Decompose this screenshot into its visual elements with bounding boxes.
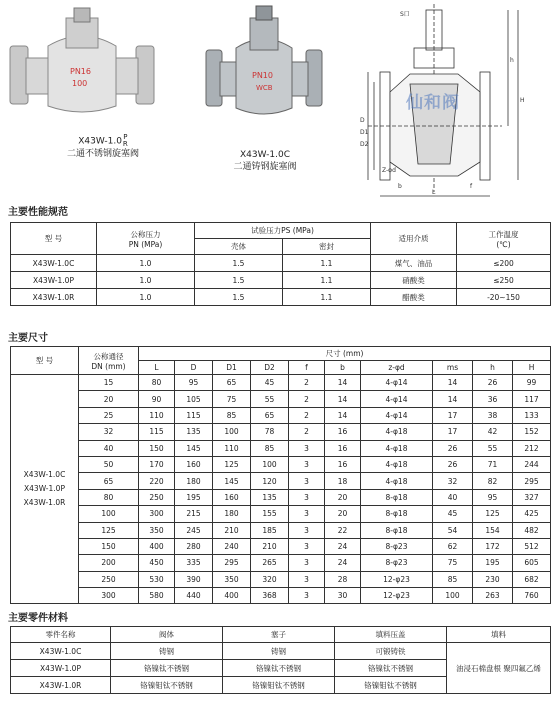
- table-cell: 105: [175, 391, 213, 407]
- dims-col-header: D1: [213, 361, 251, 375]
- table-cell: 390: [175, 571, 213, 587]
- drawing-label-l: L: [432, 189, 436, 196]
- table-cell: 100: [213, 424, 251, 440]
- table-cell: 440: [175, 588, 213, 604]
- perf-h-temp: 工作温度 (℃): [457, 223, 551, 255]
- stainless-valve-photo: [8, 6, 158, 124]
- table-cell: 265: [251, 555, 289, 571]
- perf-h-test: 试验压力PS (MPa): [195, 223, 371, 239]
- table-row: [11, 473, 551, 489]
- table-cell: 8-φ23: [361, 538, 433, 554]
- table-cell: 530: [139, 571, 175, 587]
- perf-h-medium: 适用介质: [371, 223, 457, 255]
- table-cell: 110: [213, 440, 251, 456]
- table-cell: 99: [513, 375, 551, 391]
- table-cell: 20: [79, 391, 139, 407]
- table-cell: 8-φ18: [361, 506, 433, 522]
- table-cell: 120: [251, 473, 289, 489]
- table-cell: 38: [473, 407, 513, 423]
- table-cell: X43W-1.0P: [11, 660, 111, 677]
- drawing-label-d: D: [360, 117, 365, 124]
- table-cell: 125: [473, 506, 513, 522]
- table-cell: 1.0: [97, 289, 195, 306]
- table-cell: 42: [473, 424, 513, 440]
- table-cell: 45: [251, 375, 289, 391]
- materials-section-title: 主要零件材料: [8, 613, 68, 624]
- model-name: X43W-1.0P: [24, 484, 65, 494]
- table-cell: 硝酸类: [371, 272, 457, 289]
- perf-h-pn: 公称压力 PN (MPa): [97, 223, 195, 255]
- table-cell: 200: [79, 555, 139, 571]
- table-cell: 250: [79, 571, 139, 587]
- product-caption-cast: [195, 149, 335, 173]
- table-cell: 4-φ14: [361, 391, 433, 407]
- table-cell: 95: [473, 489, 513, 505]
- table-cell: 3: [289, 473, 325, 489]
- table-cell: 65: [213, 375, 251, 391]
- table-row: [11, 489, 551, 505]
- table-cell: 150: [79, 538, 139, 554]
- table-cell: 82: [473, 473, 513, 489]
- svg-text:PN10: PN10: [252, 71, 273, 80]
- dims-col-header: ms: [433, 361, 473, 375]
- table-cell: 300: [79, 588, 139, 604]
- table-row: [11, 375, 551, 391]
- table-cell: 醋酸类: [371, 289, 457, 306]
- table-cell: 铬镍钼钛不锈钢: [335, 677, 447, 694]
- table-cell: 350: [139, 522, 175, 538]
- materials-header: 阀体: [111, 627, 223, 643]
- table-row: [11, 571, 551, 587]
- drawing-label-zd: Z-φd: [382, 167, 396, 174]
- table-row: [11, 588, 551, 604]
- table-cell: 320: [251, 571, 289, 587]
- dimensions-table: [10, 346, 551, 604]
- table-cell: 26: [433, 456, 473, 472]
- table-cell: 240: [213, 538, 251, 554]
- table-cell: 212: [513, 440, 551, 456]
- table-cell: 2: [289, 424, 325, 440]
- dims-model-cell: [11, 375, 79, 604]
- table-cell: 4-φ18: [361, 440, 433, 456]
- table-cell: 245: [175, 522, 213, 538]
- table-cell: 170: [139, 456, 175, 472]
- table-cell: 280: [175, 538, 213, 554]
- materials-header: 填料压盖: [335, 627, 447, 643]
- drawing-label-f: f: [470, 183, 473, 190]
- table-cell: 682: [513, 571, 551, 587]
- table-cell: 100: [79, 506, 139, 522]
- table-cell: 8-φ23: [361, 555, 433, 571]
- table-cell: 335: [175, 555, 213, 571]
- table-cell: 100: [433, 588, 473, 604]
- table-cell: 71: [473, 456, 513, 472]
- table-cell: 22: [325, 522, 361, 538]
- table-cell: 78: [251, 424, 289, 440]
- table-cell: 铬镍钼钛不锈钢: [111, 677, 223, 694]
- table-cell: 14: [433, 391, 473, 407]
- table-cell: 580: [139, 588, 175, 604]
- table-cell: 25: [79, 407, 139, 423]
- table-cell: 482: [513, 522, 551, 538]
- table-cell: 115: [139, 424, 175, 440]
- table-cell: 155: [251, 506, 289, 522]
- table-row: [11, 456, 551, 472]
- dims-h-model: 型 号: [11, 347, 79, 375]
- table-cell: 90: [139, 391, 175, 407]
- table-cell: X43W-1.0R: [11, 289, 97, 306]
- drawing-label-hh: H: [520, 97, 525, 104]
- table-cell: 3: [289, 555, 325, 571]
- table-cell: 110: [139, 407, 175, 423]
- table-cell: 17: [433, 424, 473, 440]
- table-cell: 605: [513, 555, 551, 571]
- table-cell: 220: [139, 473, 175, 489]
- table-cell: 125: [213, 456, 251, 472]
- packing-cell: 油浸石棉盘根 聚四氟乙烯: [447, 643, 551, 694]
- dims-col-header: h: [473, 361, 513, 375]
- table-cell: 26: [433, 440, 473, 456]
- table-cell: 铬镍钛不锈钢: [223, 660, 335, 677]
- table-row: [11, 424, 551, 440]
- perf-h-seal: 密封: [283, 239, 371, 255]
- table-cell: 18: [325, 473, 361, 489]
- table-cell: 8-φ18: [361, 522, 433, 538]
- table-cell: 195: [175, 489, 213, 505]
- table-cell: 12-φ23: [361, 588, 433, 604]
- table-cell: 40: [433, 489, 473, 505]
- model-name: X43W-1.0C: [23, 470, 66, 480]
- table-cell: 20: [325, 506, 361, 522]
- table-cell: 36: [473, 391, 513, 407]
- table-cell: 2: [289, 375, 325, 391]
- table-row: [11, 272, 551, 289]
- table-cell: 铬镍钛不锈钢: [335, 660, 447, 677]
- table-cell: 295: [213, 555, 251, 571]
- table-cell: 450: [139, 555, 175, 571]
- table-cell: 1.0: [97, 255, 195, 272]
- table-row: [11, 522, 551, 538]
- materials-header: 填料: [447, 627, 551, 643]
- table-cell: 4-φ18: [361, 473, 433, 489]
- dims-col-header: b: [325, 361, 361, 375]
- cast-steel-valve-photo: [204, 4, 324, 124]
- materials-table: [10, 626, 551, 694]
- table-cell: 62: [433, 538, 473, 554]
- drawing-label-h: h: [510, 57, 514, 64]
- table-cell: 2: [289, 391, 325, 407]
- table-row: [11, 643, 551, 660]
- table-cell: 1.0: [97, 272, 195, 289]
- table-cell: 铬镍钼钛不锈钢: [223, 677, 335, 694]
- table-cell: 300: [139, 506, 175, 522]
- model-sub: R: [122, 140, 128, 148]
- table-cell: 铸钢: [223, 643, 335, 660]
- product-caption-stainless: [28, 134, 178, 160]
- materials-header: 塞子: [223, 627, 335, 643]
- dims-h-dn: 公称通径 DN (mm): [79, 347, 139, 375]
- table-cell: 45: [433, 506, 473, 522]
- table-cell: 24: [325, 555, 361, 571]
- table-cell: 30: [325, 588, 361, 604]
- table-cell: 1.5: [195, 255, 283, 272]
- dims-h-size: 尺寸 (mm): [139, 347, 551, 361]
- table-cell: 117: [513, 391, 551, 407]
- table-cell: 512: [513, 538, 551, 554]
- table-cell: 可锻铸铁: [335, 643, 447, 660]
- table-row: [11, 555, 551, 571]
- table-row: [11, 506, 551, 522]
- table-cell: 100: [251, 456, 289, 472]
- table-cell: 85: [433, 571, 473, 587]
- table-cell: 210: [251, 538, 289, 554]
- dims-col-header: f: [289, 361, 325, 375]
- table-cell: 50: [79, 456, 139, 472]
- table-cell: 3: [289, 440, 325, 456]
- table-cell: 400: [213, 588, 251, 604]
- table-cell: 125: [79, 522, 139, 538]
- table-cell: 425: [513, 506, 551, 522]
- table-cell: 55: [251, 391, 289, 407]
- table-cell: 180: [175, 473, 213, 489]
- table-cell: 3: [289, 538, 325, 554]
- table-cell: 75: [213, 391, 251, 407]
- table-cell: 16: [325, 440, 361, 456]
- table-cell: 铬镍钛不锈钢: [111, 660, 223, 677]
- svg-text:WCB: WCB: [256, 84, 273, 92]
- table-cell: X43W-1.0C: [11, 255, 97, 272]
- perf-h-model: 型 号: [11, 223, 97, 255]
- table-cell: 1.5: [195, 272, 283, 289]
- table-cell: 180: [213, 506, 251, 522]
- table-cell: 230: [473, 571, 513, 587]
- table-cell: 195: [473, 555, 513, 571]
- table-cell: 295: [513, 473, 551, 489]
- table-cell: 145: [213, 473, 251, 489]
- model-cast: X43W-1.0C: [240, 150, 290, 160]
- table-cell: 327: [513, 489, 551, 505]
- table-cell: 3: [289, 522, 325, 538]
- perf-section-title: 主要性能规范: [8, 207, 68, 218]
- model-sup: P: [123, 133, 128, 141]
- table-cell: 154: [473, 522, 513, 538]
- table-cell: X43W-1.0C: [11, 643, 111, 660]
- table-cell: 32: [79, 424, 139, 440]
- perf-h-shell: 壳体: [195, 239, 283, 255]
- table-cell: 185: [251, 522, 289, 538]
- table-cell: ≤200: [457, 255, 551, 272]
- table-row: [11, 440, 551, 456]
- table-cell: 95: [175, 375, 213, 391]
- table-cell: 85: [213, 407, 251, 423]
- table-cell: 145: [175, 440, 213, 456]
- table-cell: 135: [251, 489, 289, 505]
- table-cell: X43W-1.0R: [11, 677, 111, 694]
- svg-text:100: 100: [72, 79, 88, 88]
- table-cell: 4-φ14: [361, 407, 433, 423]
- table-cell: 32: [433, 473, 473, 489]
- table-cell: 8-φ18: [361, 489, 433, 505]
- dims-col-header: D: [175, 361, 213, 375]
- table-cell: 65: [251, 407, 289, 423]
- dims-col-header: H: [513, 361, 551, 375]
- table-cell: 244: [513, 456, 551, 472]
- name-stainless: 二通不锈钢旋塞阀: [66, 149, 139, 159]
- table-row: [11, 391, 551, 407]
- table-cell: 14: [325, 375, 361, 391]
- table-cell: 135: [175, 424, 213, 440]
- table-cell: 26: [473, 375, 513, 391]
- table-cell: 煤气、油品: [371, 255, 457, 272]
- table-cell: 1.1: [283, 255, 371, 272]
- table-cell: 75: [433, 555, 473, 571]
- table-cell: 54: [433, 522, 473, 538]
- materials-header: 零件名称: [11, 627, 111, 643]
- table-cell: 3: [289, 489, 325, 505]
- table-cell: ≤250: [457, 272, 551, 289]
- table-cell: 760: [513, 588, 551, 604]
- watermark: 仙和阀: [406, 93, 460, 113]
- dims-col-header: L: [139, 361, 175, 375]
- table-cell: 250: [139, 489, 175, 505]
- model-stainless: X43W-1.0: [78, 136, 122, 147]
- name-cast: 二通铸钢旋塞阀: [233, 162, 297, 172]
- table-cell: 172: [473, 538, 513, 554]
- table-cell: 24: [325, 538, 361, 554]
- table-cell: 368: [251, 588, 289, 604]
- table-cell: 133: [513, 407, 551, 423]
- table-row: [11, 255, 551, 272]
- table-cell: 12-φ23: [361, 571, 433, 587]
- table-cell: 铸钢: [111, 643, 223, 660]
- svg-text:PN16: PN16: [70, 67, 91, 76]
- table-cell: 3: [289, 588, 325, 604]
- table-cell: 14: [433, 375, 473, 391]
- table-cell: 65: [79, 473, 139, 489]
- dims-col-header: D2: [251, 361, 289, 375]
- table-cell: 16: [325, 456, 361, 472]
- table-cell: 4-φ14: [361, 375, 433, 391]
- table-cell: 85: [251, 440, 289, 456]
- table-cell: 14: [325, 407, 361, 423]
- table-cell: 15: [79, 375, 139, 391]
- performance-table: [10, 222, 551, 306]
- table-cell: 3: [289, 456, 325, 472]
- table-row: [11, 289, 551, 306]
- drawing-label-d1: D1: [360, 129, 369, 136]
- dims-col-header: z-φd: [361, 361, 433, 375]
- table-cell: 4-φ18: [361, 456, 433, 472]
- table-cell: 1.5: [195, 289, 283, 306]
- table-cell: 210: [213, 522, 251, 538]
- table-cell: X43W-1.0P: [11, 272, 97, 289]
- table-cell: 400: [139, 538, 175, 554]
- table-cell: 263: [473, 588, 513, 604]
- drawing-label-b: b: [398, 183, 402, 190]
- table-cell: 1.1: [283, 272, 371, 289]
- table-cell: 160: [175, 456, 213, 472]
- table-cell: 17: [433, 407, 473, 423]
- table-cell: -20~150: [457, 289, 551, 306]
- table-cell: 55: [473, 440, 513, 456]
- model-name: X43W-1.0R: [23, 498, 66, 508]
- table-row: [11, 407, 551, 423]
- table-cell: 28: [325, 571, 361, 587]
- table-cell: 40: [79, 440, 139, 456]
- table-cell: 1.1: [283, 289, 371, 306]
- drawing-label-d2: D2: [360, 141, 369, 148]
- table-cell: 80: [79, 489, 139, 505]
- table-cell: 80: [139, 375, 175, 391]
- table-cell: 150: [139, 440, 175, 456]
- table-cell: 115: [175, 407, 213, 423]
- table-cell: 20: [325, 489, 361, 505]
- table-cell: 350: [213, 571, 251, 587]
- table-row: [11, 538, 551, 554]
- table-cell: 16: [325, 424, 361, 440]
- table-cell: 3: [289, 506, 325, 522]
- table-cell: 215: [175, 506, 213, 522]
- table-cell: 4-φ18: [361, 424, 433, 440]
- table-cell: 2: [289, 407, 325, 423]
- table-cell: 3: [289, 571, 325, 587]
- drawing-label-s: S口: [400, 11, 410, 18]
- table-cell: 152: [513, 424, 551, 440]
- dims-section-title: 主要尺寸: [8, 333, 48, 344]
- table-cell: 160: [213, 489, 251, 505]
- table-cell: 14: [325, 391, 361, 407]
